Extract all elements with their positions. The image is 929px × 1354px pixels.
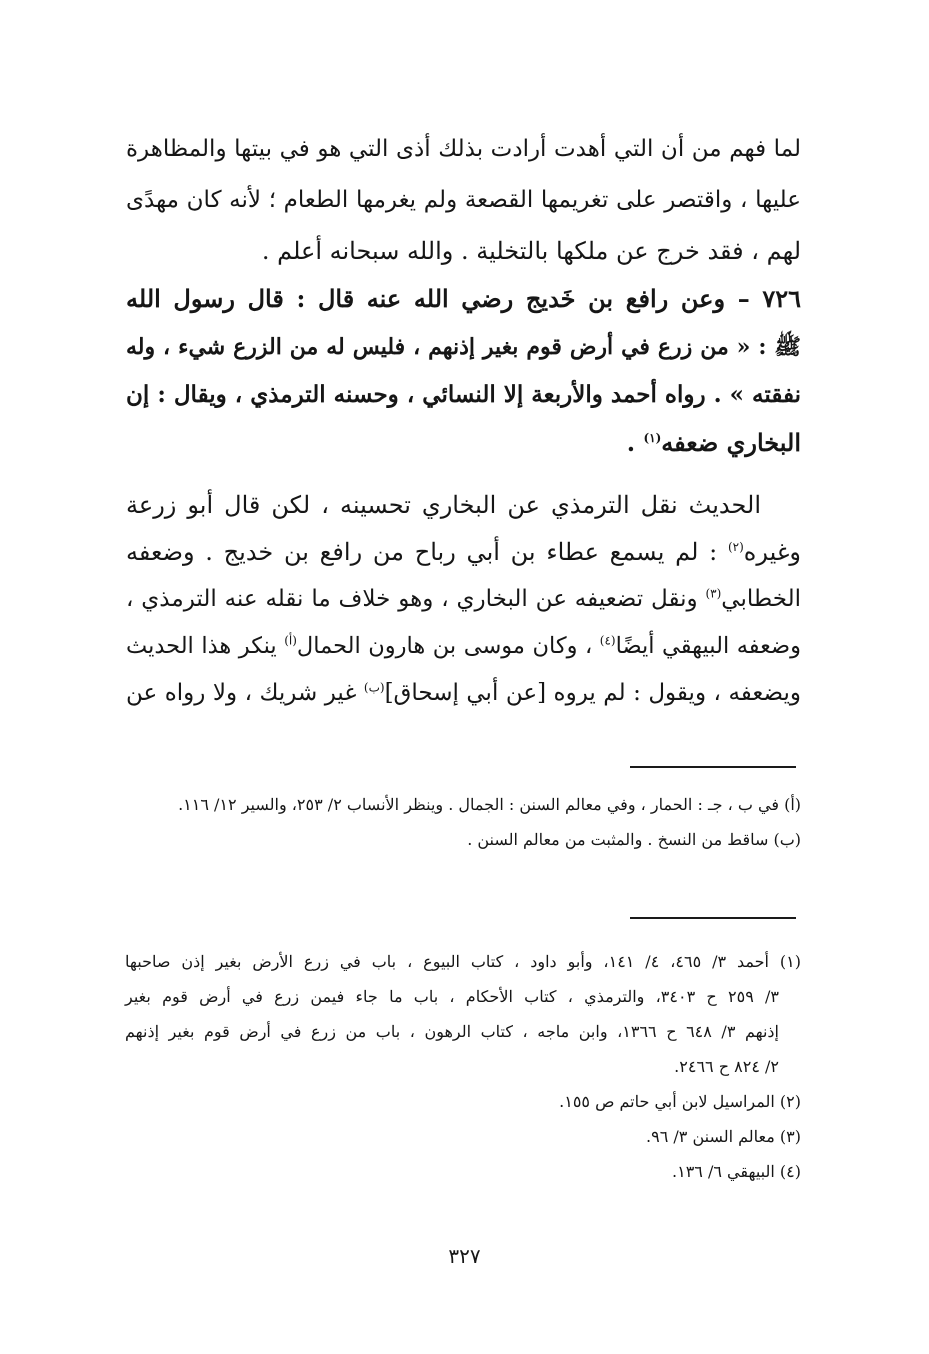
footnotes-divider bbox=[630, 917, 796, 919]
footnote-3: (٣) معالم السنن ٣/ ٩٦. bbox=[646, 1127, 801, 1146]
commentary-line bbox=[126, 623, 801, 670]
footnote-ref-2[interactable]: (٢) bbox=[727, 540, 744, 554]
variant-ref-b[interactable]: (ب) bbox=[363, 680, 385, 695]
hadith-line: ﷺ : « من زرع في أرض قوم بغير إذنهم ، فليس له من الزرع شيء ، وله bbox=[126, 334, 801, 360]
commentary-text: وغيره bbox=[743, 538, 801, 566]
hadith-paragraph bbox=[126, 275, 801, 467]
footnote-1-line: ٣/ ٢٥٩ ح ٣٤٠٣، والترمذي ، كتاب الأحكام ، باب ما جاء فيمن زرع في أرض قوم بغير bbox=[125, 987, 780, 1006]
commentary-text: ينكر هذا الحديث bbox=[126, 633, 285, 659]
variant-note-b: (ب) ساقط من النسخ . والمثبت من معالم السنن . bbox=[467, 830, 801, 849]
footnote-ref-3[interactable]: (٣) bbox=[705, 586, 722, 601]
footnotes bbox=[125, 944, 801, 1189]
commentary-text: ، وكان موسى بن هارون الحمال bbox=[296, 633, 600, 659]
commentary-text: غير شريك ، ولا رواه عن bbox=[126, 680, 364, 706]
footnote-1-line: (١) أحمد ٣/ ٤٦٥، ٤/ ١٤١، وأبو داود ، كتاب البيوع ، باب في زرع الأرض بغير إذن صاحبها bbox=[125, 952, 802, 971]
commentary-line bbox=[126, 576, 801, 623]
commentary-text: الخطابي bbox=[721, 586, 801, 612]
footnote-4: (٤) البيهقي ٦/ ١٣٦. bbox=[672, 1162, 801, 1181]
footnote-ref-1[interactable]: (١) bbox=[643, 431, 662, 445]
commentary-paragraph bbox=[126, 482, 801, 717]
hadith-line: ٧٢٦ – وعن رافع بن خَديج رضي الله عنه قال : قال رسول الله bbox=[126, 284, 801, 313]
hadith-line bbox=[126, 419, 801, 467]
footnote-1-line: إذنهم ٣/ ٦٤٨ ح ١٣٦٦، وابن ماجه ، كتاب الرهون ، باب من زرع في أرض قوم بغير إذنهم bbox=[125, 1022, 780, 1041]
page-number: ٣٢٧ bbox=[448, 1244, 481, 1268]
intro-paragraph bbox=[126, 124, 801, 277]
variant-notes-divider bbox=[630, 766, 796, 768]
commentary-text: : لم يسمع عطاء بن أبي رباح من رافع بن خديج . وضعفه bbox=[126, 538, 728, 566]
commentary-text: وضعفه البيهقي أيضًا bbox=[615, 633, 802, 659]
variant-note-a: (أ) في ب ، جـ : الحمار ، وفي معالم السنن : الجمال . وينظر الأنساب ٢/ ٢٥٣، والسير ١٢/ ١١٦. bbox=[178, 795, 801, 814]
intro-line: لهم ، فقد خرج عن ملكها بالتخلية . والله سبحانه أعلم . bbox=[261, 237, 801, 265]
hadith-line: نفقته » . رواه أحمد والأربعة إلا النسائي ، وحسنه الترمذي ، ويقال : إن bbox=[126, 381, 801, 408]
commentary-line: الحديث نقل الترمذي عن البخاري تحسينه ، لكن قال أبو زرعة bbox=[126, 491, 761, 519]
commentary-text: ونقل تضعيفه عن البخاري ، وهو خلاف ما نقله عنه الترمذي ، bbox=[126, 586, 706, 612]
footnote-2: (٢) المراسيل لابن أبي حاتم ص ١٥٥. bbox=[559, 1092, 801, 1111]
variant-ref-a[interactable]: (أ) bbox=[284, 633, 297, 648]
commentary-line bbox=[126, 670, 801, 717]
hadith-last-tail: . bbox=[626, 428, 644, 457]
intro-line: عليها ، واقتصر على تغريمها القصعة ولم يغرمها الطعام ؛ لأنه كان مهدًى bbox=[126, 187, 801, 213]
commentary-line bbox=[126, 529, 801, 576]
intro-line: لما فهم من أن التي أهدت أرادت بذلك أذى التي هو في بيتها والمظاهرة bbox=[126, 136, 801, 162]
footnote-ref-4[interactable]: (٤) bbox=[599, 633, 616, 648]
footnote-1-line: ٢/ ٨٢٤ ح ٢٤٦٦. bbox=[674, 1057, 779, 1076]
hadith-last-text: البخاري ضعفه bbox=[661, 428, 801, 457]
commentary-text: ويضعفه ، ويقول : لم يروه [عن أبي إسحاق] bbox=[384, 680, 801, 706]
variant-notes bbox=[125, 787, 801, 857]
